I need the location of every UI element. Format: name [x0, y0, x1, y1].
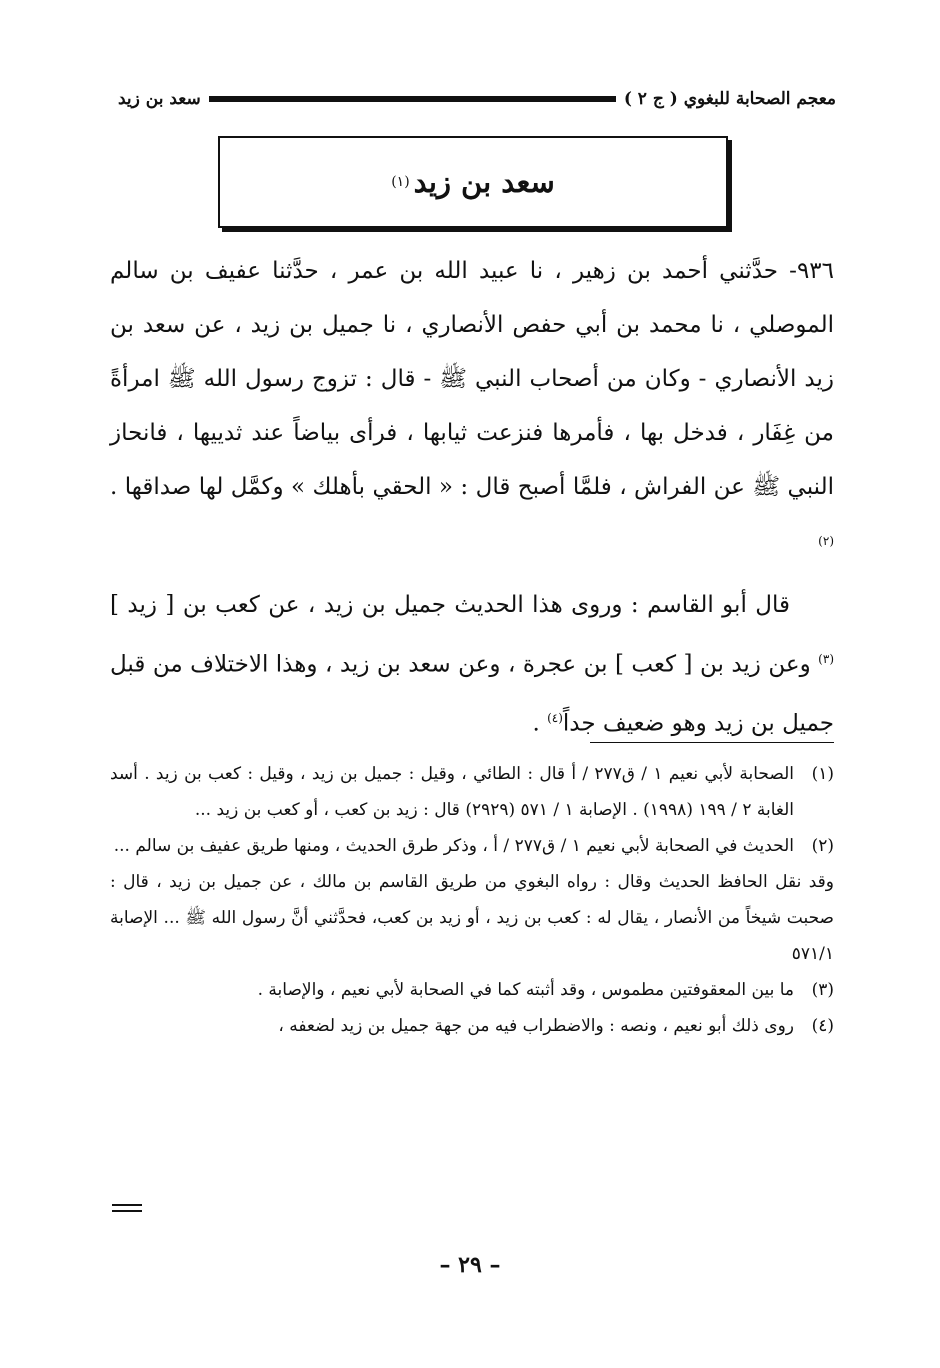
commentary-text-a: قال أبو القاسم : وروى هذا الحديث جميل بن زيد ، عن كعب بن [ زيد ]: [110, 591, 790, 618]
footnote-continuation: وقد نقل الحافظ الحديث وقال : رواه البغوي من طريق القاسم بن مالك ، عن جميل بن زيد ، قال : صحبت شيخاً من الأنصار ، يقال له : كعب بن زيد ، أو زيد بن كعب، فحدَّثني أنَّ رسول الله ﷺ ... الإصابة ٥٧١/١: [110, 872, 834, 964]
footnote-number: (٣): [811, 980, 834, 1000]
footnote-divider: [590, 742, 834, 743]
hadith-note-ref: (٢): [818, 534, 834, 548]
page-number: – ٢٩ –: [439, 1252, 501, 1278]
commentary-paragraph: [110, 578, 834, 751]
footnote-text: ما بين المعقوفتين مطموس ، وقد أثبته كما في الصحابة لأبي نعيم ، والإصابة .: [257, 980, 794, 1000]
main-text: [110, 244, 834, 751]
hadith-text: حدَّثني أحمد بن زهير ، نا عبيد الله بن عمر ، حدَّثنا عفيف بن سالم الموصلي ، نا محمد بن أبي حفص الأنصاري ، نا جميل بن زيد ، عن سعد بن زيد الأنصاري - وكان من أصحاب النبي ﷺ - قال : تزوج رسول الله ﷺ امرأةً من غِفَار ، فدخل بها ، فأمرها فنزعت ثيابها ، فرأى بياضاً عند ثدييها ، فانحاز النبي ﷺ عن الفراش ، فلمَّا أصبح قال : « الحقي بأهلك » وكمَّل لها صداقها .: [110, 258, 834, 500]
footnote-number: (٢): [811, 836, 834, 856]
entry-title-box: [218, 136, 728, 228]
running-header: [118, 84, 836, 114]
footnote-text: الصحابة لأبي نعيم ١ / ق٢٧٧ / أ قال : الطائي ، وقيل : جميل بن زيد ، وقيل : كعب بن زيد . أسد الغابة ٢ / ١٩٩ (١٩٩٨) . الإصابة ١ / ٥٧١ (٢٩٢٩) قال : زيد بن كعب ، أو كعب بن زيد ...: [110, 764, 794, 820]
continuation-mark: [112, 1204, 142, 1212]
commentary-note-ref-3: (٣): [818, 651, 834, 666]
footnote: [110, 828, 834, 864]
hadith-number: ٩٣٦-: [789, 258, 835, 284]
entry-title: سعد بن زيد: [413, 165, 555, 199]
footnote-text: الحديث في الصحابة لأبي نعيم ١ / ق٢٧٧ / أ ، وذكر طرق الحديث ، ومنها طريق عفيف بن سالم ...: [113, 836, 794, 856]
footnotes: [110, 756, 834, 1044]
footnote-number: (١): [811, 764, 834, 784]
footnote-number: (٤): [811, 1016, 834, 1036]
chapter-title: سعد بن زيد: [118, 89, 201, 109]
footnote: [110, 756, 834, 828]
header-rule: [209, 96, 616, 102]
commentary-text-b: وعن زيد بن [ كعب ] بن عجرة ، وعن سعد بن زيد ، وهذا الاختلاف من قبل جميل بن زيد وهو ضعيف جداً: [110, 651, 834, 737]
entry-title-note-ref: (١): [391, 174, 410, 190]
footnote: [110, 972, 834, 1008]
footnote-text: روى ذلك أبو نعيم ، ونصه : والاضطراب فيه من جهة جميل بن زيد لضعفه ،: [278, 1016, 794, 1036]
commentary-end: .: [532, 710, 540, 737]
hadith-paragraph: [110, 244, 834, 574]
book-title: معجم الصحابة للبغوي ( ج ٢ ): [623, 89, 836, 109]
commentary-note-ref-4: (٤): [547, 711, 563, 726]
footnote: [110, 1008, 834, 1044]
